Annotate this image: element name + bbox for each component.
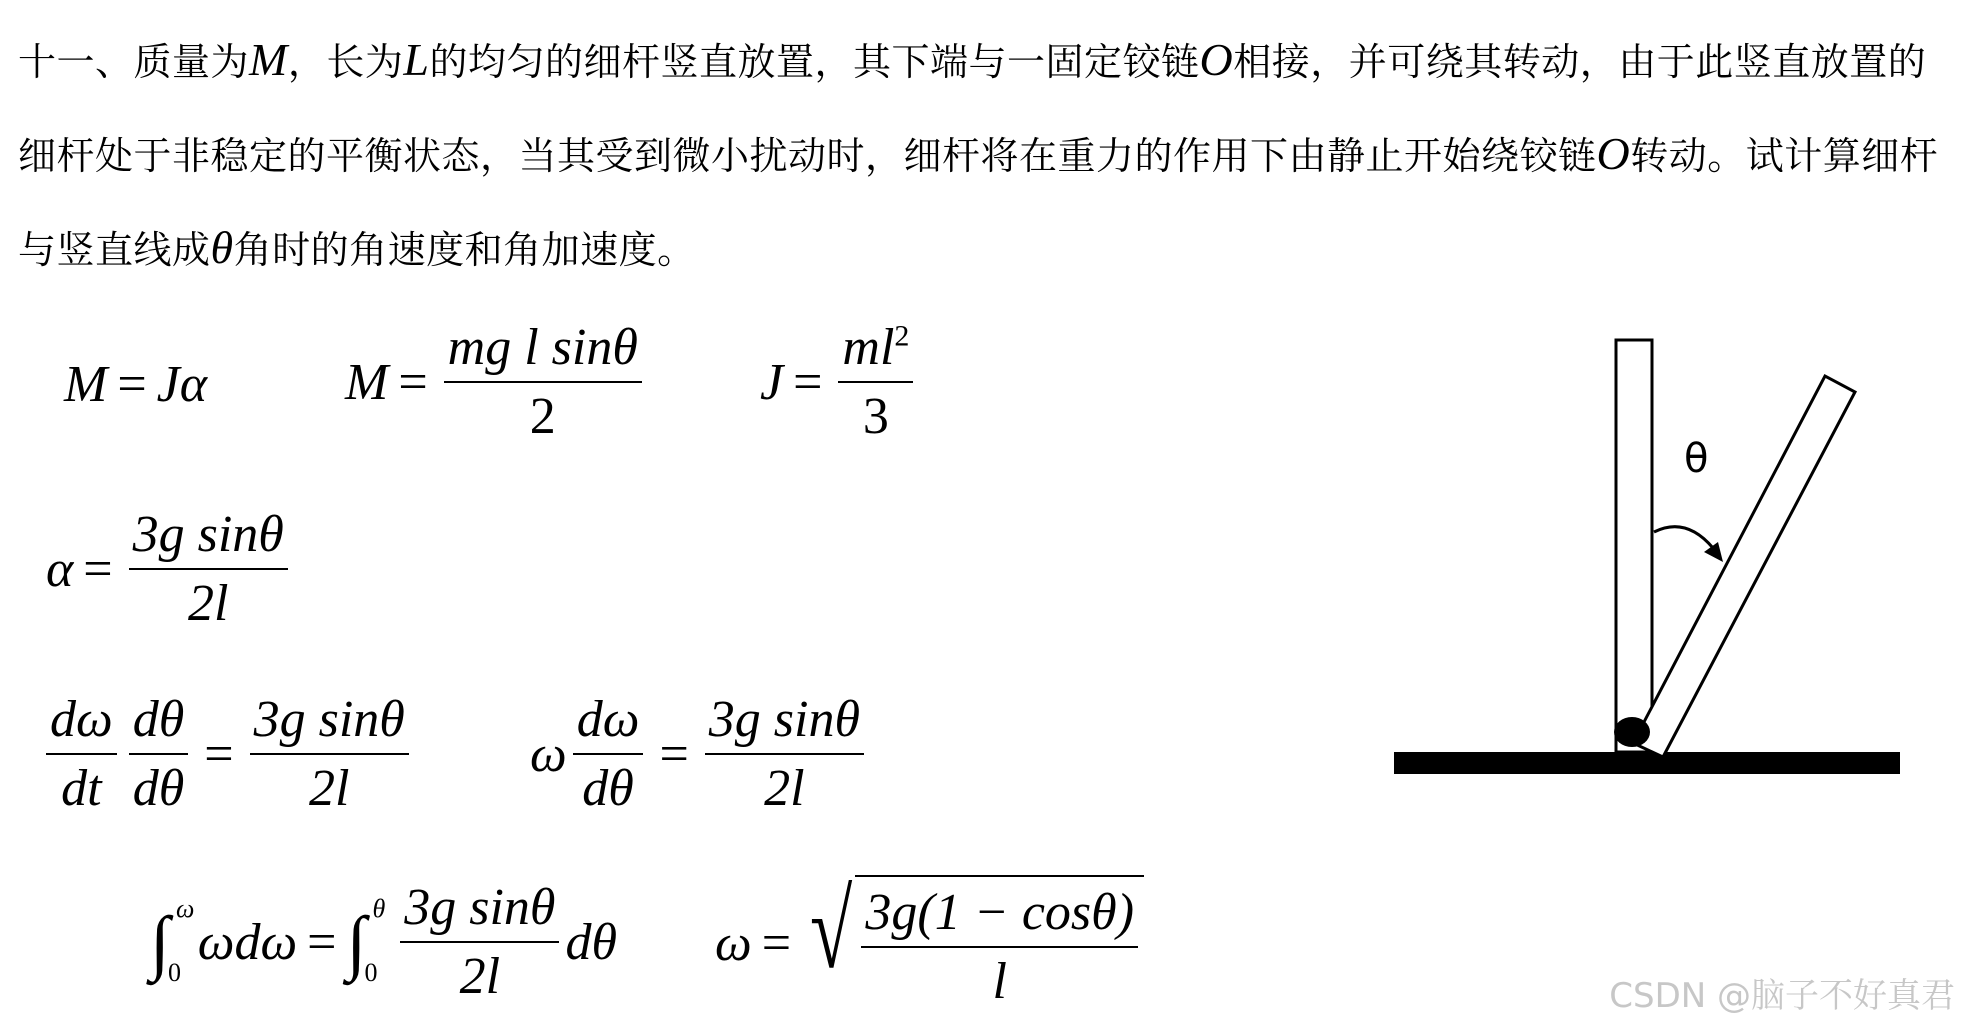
equation-chain-rule bbox=[40, 690, 415, 818]
problem-text: 转动。试计算细杆与竖直线成 bbox=[18, 134, 1939, 272]
theta-label: θ bbox=[1684, 436, 1709, 482]
symbol-theta: θ bbox=[210, 222, 234, 273]
equals-sign: = bbox=[398, 353, 428, 411]
equals-sign: = bbox=[117, 356, 147, 413]
eq5-numerator: 3g sinθ bbox=[253, 691, 405, 748]
int2-upper-limit: θ bbox=[372, 894, 386, 923]
int1-upper-limit: ω bbox=[176, 894, 195, 923]
problem-text: ，长为 bbox=[287, 40, 404, 84]
vertical-rod bbox=[1616, 340, 1652, 752]
eq5-f2-numerator: dθ bbox=[132, 691, 185, 748]
problem-statement bbox=[18, 14, 1958, 296]
equation-angular-velocity bbox=[715, 869, 1144, 1011]
equation-torque-law bbox=[64, 355, 207, 414]
eq1-rhs: Jα bbox=[156, 356, 208, 413]
eq8-lhs: ω bbox=[715, 914, 752, 972]
radical-sign: √ bbox=[810, 869, 853, 991]
watermark: CSDN @脑子不好真君 bbox=[1609, 976, 1955, 1016]
ground-bar bbox=[1394, 752, 1900, 774]
problem-text: 角时的角速度和角加速度。 bbox=[233, 228, 696, 272]
problem-text: 相接，并可绕其转动，由于此竖直放置的细杆处于非稳定的平衡状态，当其受到微小扰动时，细杆将在重力的作用下由静止开始绕铰链 bbox=[18, 40, 1927, 178]
equation-moment-of-inertia bbox=[760, 318, 919, 446]
eq6-fraction-1 bbox=[573, 690, 644, 818]
eq7-numerator: 3g sinθ bbox=[404, 879, 556, 936]
square-root bbox=[801, 869, 1144, 1011]
symbol-O: O bbox=[1199, 34, 1234, 85]
equation-angular-acceleration bbox=[46, 505, 294, 633]
eq1-lhs: M bbox=[64, 356, 108, 413]
symbol-L: L bbox=[403, 34, 430, 85]
eq6-fraction-2 bbox=[705, 690, 864, 818]
eq7-integrand-1: ωdω bbox=[197, 913, 298, 971]
eq5-fraction-3 bbox=[250, 690, 409, 818]
eq5-denominator: 2l bbox=[250, 753, 409, 818]
problem-text: 的均匀的细杆竖直放置，其下端与一固定铰链 bbox=[429, 40, 1200, 84]
eq2-fraction bbox=[444, 318, 642, 446]
eq2-lhs: M bbox=[345, 353, 389, 411]
equals-sign: = bbox=[761, 914, 792, 972]
equation-gravity-torque bbox=[345, 318, 648, 446]
eq6-f-numerator: dω bbox=[576, 691, 640, 748]
equals-sign: = bbox=[793, 353, 823, 411]
symbol-M: M bbox=[249, 34, 288, 85]
eq3-numerator-base: ml bbox=[842, 319, 895, 376]
integral-sign-1: ∫ ω 0 bbox=[150, 894, 195, 987]
rod-diagram bbox=[1390, 330, 1910, 780]
eq8-fraction bbox=[861, 883, 1138, 1011]
eq5-f1-denominator: dt bbox=[46, 753, 117, 818]
symbol-O: O bbox=[1596, 128, 1631, 179]
eq5-f1-numerator: dω bbox=[50, 691, 113, 748]
hinge-pivot bbox=[1614, 717, 1650, 747]
equation-integral bbox=[150, 878, 617, 1006]
eq6-denominator: 2l bbox=[705, 753, 864, 818]
equals-sign: = bbox=[307, 913, 337, 971]
tilted-rod bbox=[1633, 376, 1855, 757]
eq6-omega: ω bbox=[530, 725, 567, 783]
eq3-lhs: J bbox=[760, 353, 784, 411]
eq5-fraction-1 bbox=[46, 690, 117, 818]
equation-omega-form bbox=[530, 690, 870, 818]
eq5-f2-denominator: dθ bbox=[129, 753, 189, 818]
eq6-numerator: 3g sinθ bbox=[708, 691, 860, 748]
eq2-denominator: 2 bbox=[444, 381, 642, 446]
angle-arc bbox=[1654, 527, 1713, 548]
eq7-fraction bbox=[400, 878, 559, 1006]
arrowhead-icon bbox=[1704, 542, 1723, 562]
eq5-fraction-2 bbox=[129, 690, 189, 818]
eq4-fraction bbox=[129, 505, 288, 633]
eq8-numerator: 3g(1 − cosθ) bbox=[865, 884, 1135, 941]
int2-lower-limit: 0 bbox=[364, 958, 378, 987]
eq7-differential: dθ bbox=[565, 913, 618, 971]
equals-sign: = bbox=[659, 725, 689, 783]
eq8-denominator: l bbox=[861, 946, 1138, 1011]
equals-sign: = bbox=[83, 540, 113, 598]
radicand bbox=[855, 875, 1144, 1011]
eq3-exponent: 2 bbox=[894, 319, 910, 353]
eq4-numerator: 3g sinθ bbox=[132, 506, 284, 563]
eq6-f-denominator: dθ bbox=[573, 753, 644, 818]
problem-text: 十一、质量为 bbox=[18, 40, 250, 84]
eq2-numerator: mg l sinθ bbox=[447, 319, 638, 376]
eq4-denominator: 2l bbox=[129, 568, 288, 633]
eq3-fraction bbox=[838, 318, 913, 446]
eq4-lhs: α bbox=[46, 540, 74, 598]
integral-sign-2: ∫ θ 0 bbox=[346, 894, 386, 987]
eq3-denominator: 3 bbox=[838, 381, 913, 446]
equals-sign: = bbox=[204, 725, 234, 783]
int1-lower-limit: 0 bbox=[168, 958, 181, 987]
eq7-denominator: 2l bbox=[400, 941, 559, 1006]
eq3-numerator bbox=[838, 318, 913, 381]
